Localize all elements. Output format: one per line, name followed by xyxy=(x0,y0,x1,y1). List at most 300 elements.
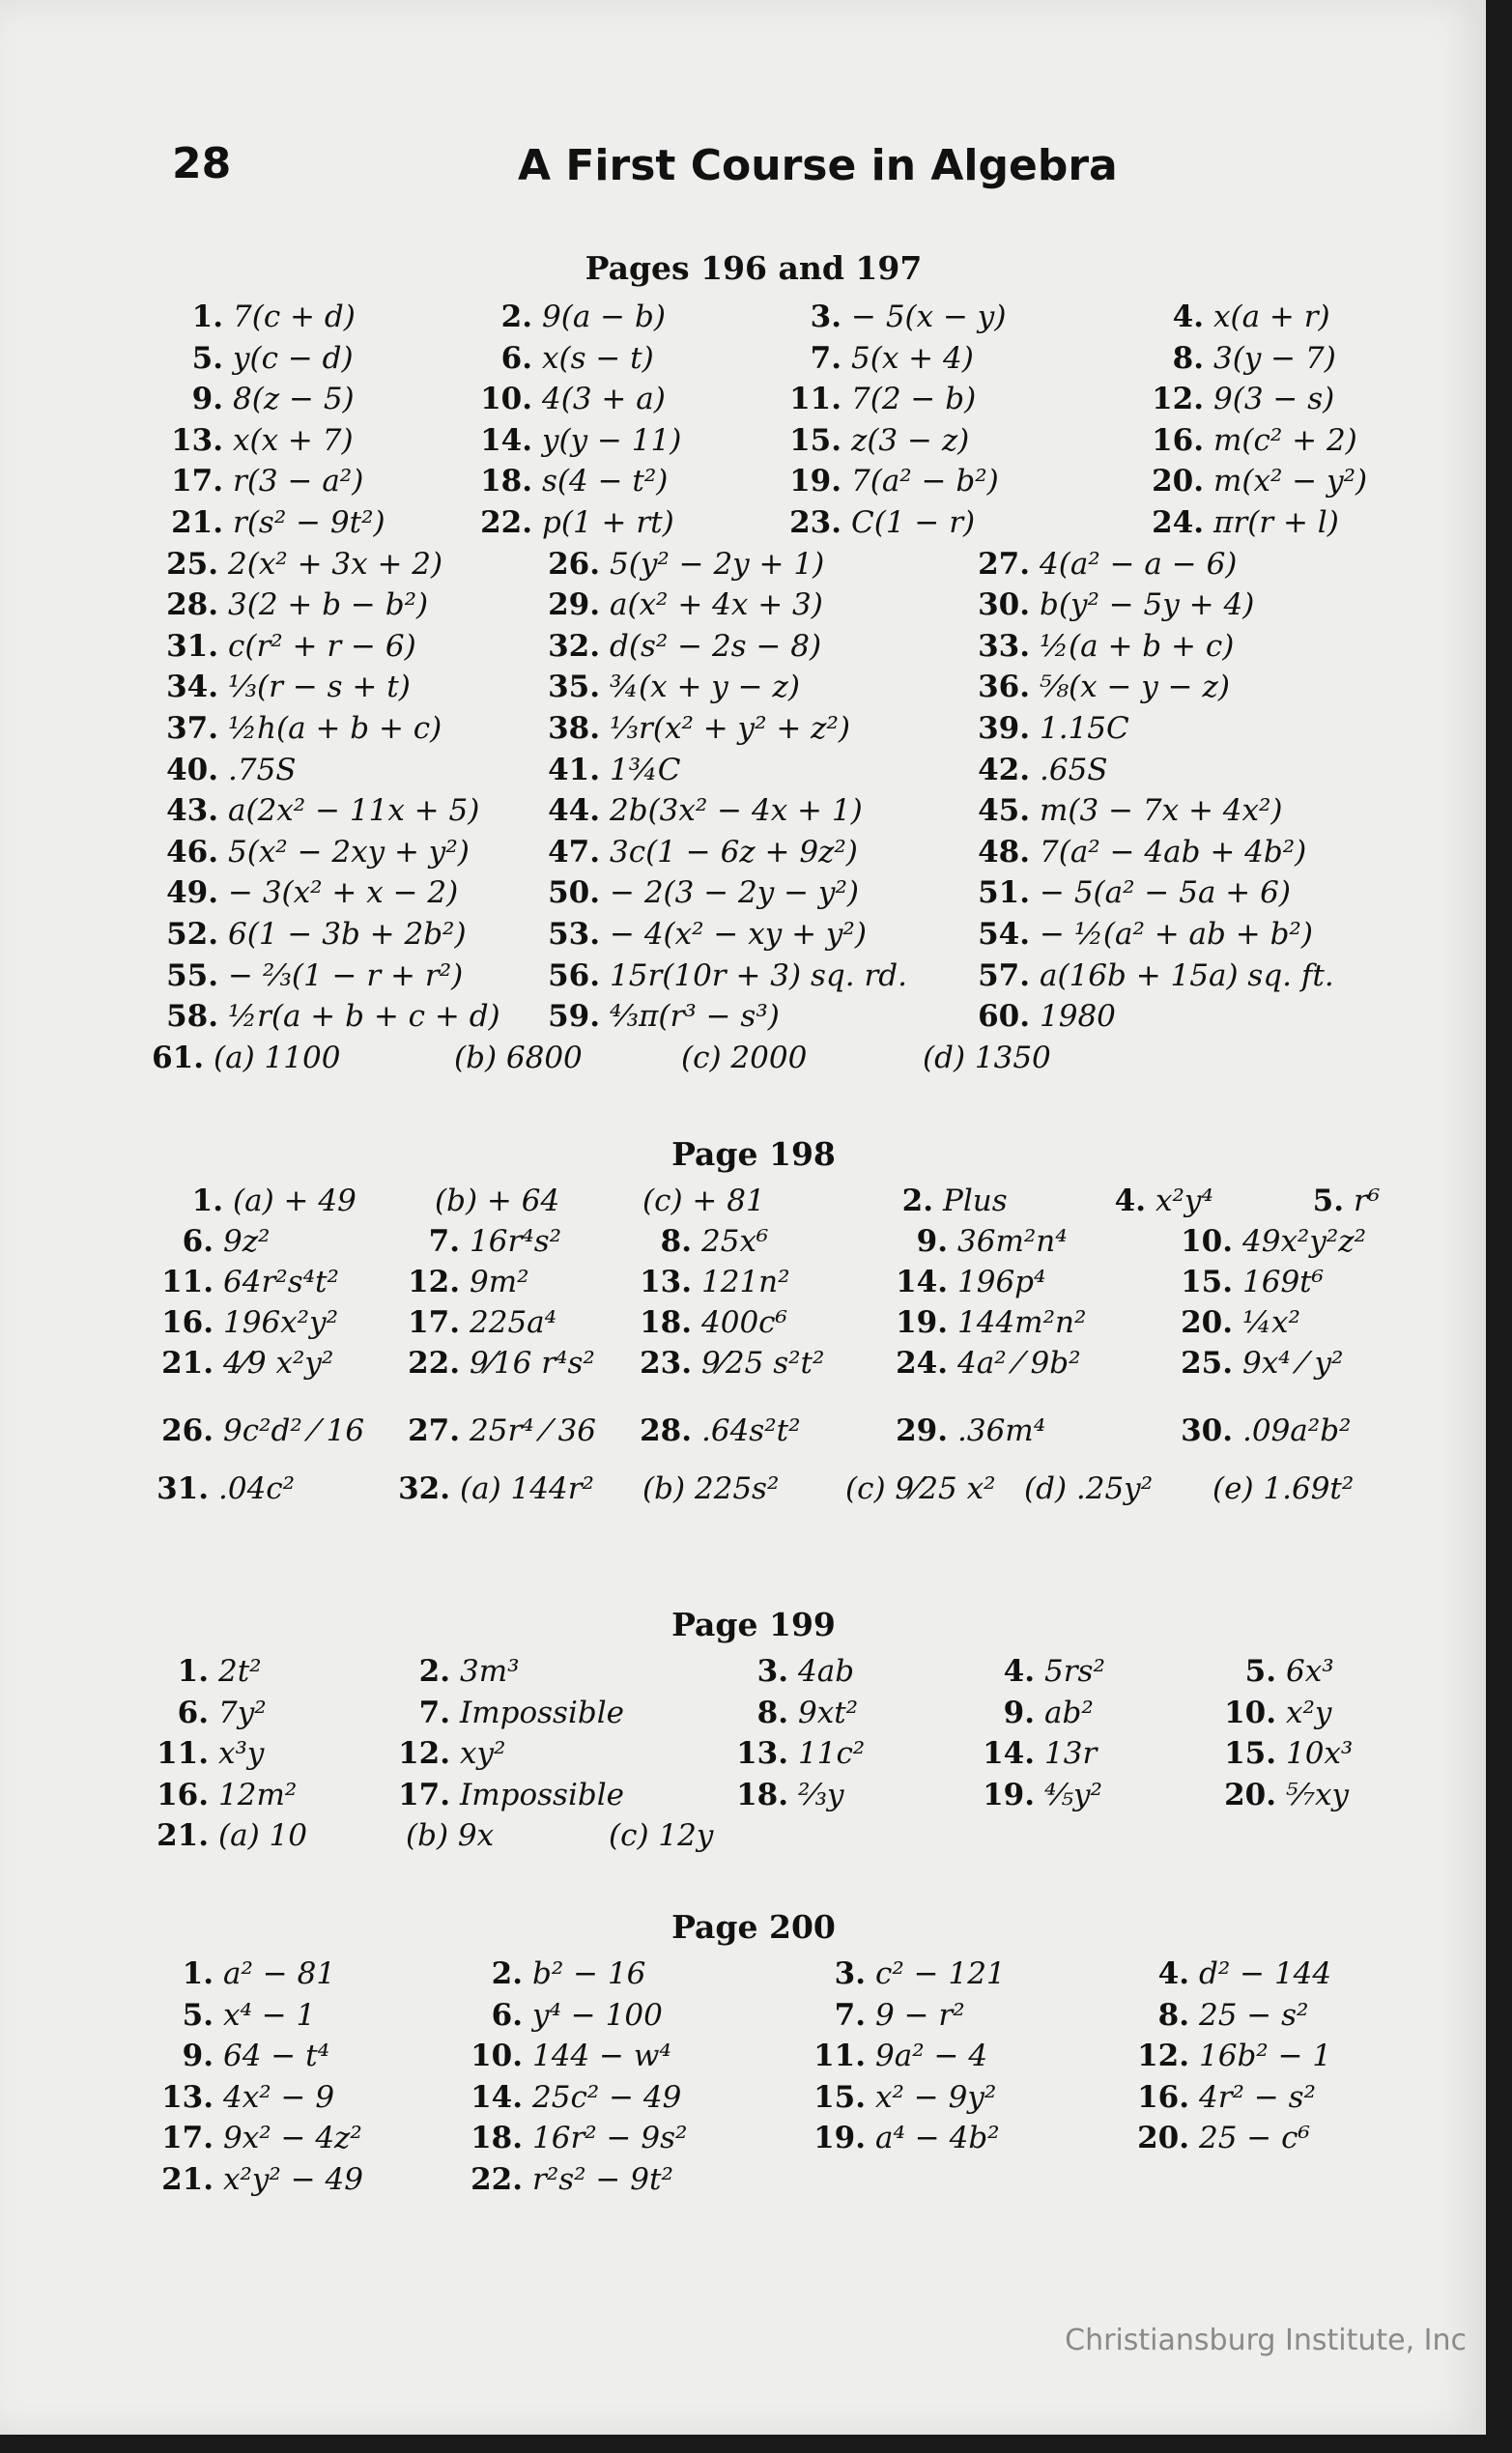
answer-item xyxy=(894,1265,1045,1299)
answer-value: 7(a² − 4ab + 4b²) xyxy=(1040,834,1307,870)
answer-item xyxy=(478,382,666,416)
answer-item xyxy=(1150,341,1336,376)
answer-value: 2(x² + 3x + 2) xyxy=(228,546,443,582)
answer-item xyxy=(164,670,411,704)
answer-item xyxy=(894,1224,1068,1259)
answer-value: (c) 9⁄25 x² xyxy=(845,1471,996,1506)
answer-value: r⁶ xyxy=(1354,1184,1381,1218)
answer-row xyxy=(0,670,1486,712)
answer-number: 11. xyxy=(157,1736,209,1772)
answer-item xyxy=(976,753,1108,787)
answer-value: 5rs² xyxy=(1044,1654,1105,1689)
answer-item xyxy=(976,629,1234,664)
answer-number: 3. xyxy=(834,1956,866,1991)
answer-number: 41. xyxy=(548,752,600,787)
answer-item xyxy=(981,1696,1094,1730)
answer-number: 53. xyxy=(548,917,600,952)
answer-item xyxy=(546,587,823,622)
answer-value: a(16b + 15a) sq. ft. xyxy=(1040,957,1334,993)
answer-value: 1¾C xyxy=(610,752,681,787)
answer-number: 22. xyxy=(480,505,532,540)
answer-value: (a) 1100 xyxy=(214,1040,341,1075)
answer-number: 2. xyxy=(901,1184,933,1218)
answer-item xyxy=(976,547,1237,582)
answer-item xyxy=(1222,1778,1349,1812)
answer-value: 4(3 + a) xyxy=(542,382,666,417)
answer-value: a(x² + 4x + 3) xyxy=(610,587,823,623)
answer-value: 9x⁴ ⁄ y² xyxy=(1242,1346,1344,1381)
answer-item xyxy=(1290,1184,1380,1218)
answer-row xyxy=(0,875,1486,918)
answer-number: 35. xyxy=(548,670,600,705)
answer-item xyxy=(1179,1305,1300,1340)
answer-number: 16. xyxy=(1152,422,1204,458)
answer-item xyxy=(396,1778,624,1812)
answer-number: 59. xyxy=(548,999,600,1035)
answer-item xyxy=(546,835,858,870)
answer-number: 23. xyxy=(640,1346,692,1381)
answer-row xyxy=(0,629,1486,671)
answer-item xyxy=(787,382,976,416)
answer-number: 5. xyxy=(191,340,223,376)
answer-item xyxy=(169,464,363,499)
answer-item xyxy=(406,1224,561,1259)
answer-item xyxy=(546,793,863,828)
answer-value: .75S xyxy=(228,752,297,787)
answer-item xyxy=(1024,1471,1153,1506)
answer-row xyxy=(0,587,1486,630)
answer-number: 18. xyxy=(736,1777,788,1812)
answer-number: 7. xyxy=(834,1997,866,2033)
answer-value: 7(2 − b) xyxy=(851,382,977,417)
answer-value: ½(a + b + c) xyxy=(1040,628,1235,664)
answer-value: x²y² − 49 xyxy=(223,2162,363,2197)
answer-value: x⁴ − 1 xyxy=(223,1997,316,2033)
answer-number: 21. xyxy=(171,505,223,540)
answer-number: 15. xyxy=(1224,1736,1276,1772)
answer-number: 14. xyxy=(480,422,532,458)
answer-value: 3(y − 7) xyxy=(1213,340,1336,376)
answer-number: 5. xyxy=(1312,1184,1344,1218)
answer-number: 6. xyxy=(491,1997,523,2033)
answer-value: (a) + 49 xyxy=(233,1184,357,1218)
answer-value: y(c − d) xyxy=(233,340,354,376)
answer-value: x(x + 7) xyxy=(233,422,354,458)
answer-value: 196p⁴ xyxy=(957,1265,1046,1299)
answer-number: 12. xyxy=(408,1265,460,1299)
answer-number: 11. xyxy=(789,382,842,417)
answer-item xyxy=(976,875,1291,910)
answer-number: 8. xyxy=(756,1695,788,1730)
answer-value: x²y xyxy=(1286,1695,1332,1730)
answer-number: 9. xyxy=(1003,1695,1035,1730)
answer-value: x(s − t) xyxy=(542,340,654,376)
answer-number: 10. xyxy=(1224,1695,1276,1730)
answer-number: 14. xyxy=(896,1265,948,1299)
answer-item xyxy=(155,1736,264,1771)
answer-number: 1. xyxy=(182,1956,214,1991)
answer-value: 9z² xyxy=(223,1224,271,1259)
answer-item xyxy=(169,423,354,458)
answer-item xyxy=(1135,2121,1310,2155)
answer-number: 20. xyxy=(1224,1777,1276,1812)
answer-number: 3. xyxy=(810,299,842,334)
answer-value: m(3 − 7x + 4x²) xyxy=(1040,793,1283,829)
answer-value: d² − 144 xyxy=(1199,1956,1332,1991)
section-heading: Page 200 xyxy=(671,1908,836,1946)
answer-number: 61. xyxy=(152,1040,204,1075)
section-heading: Page 199 xyxy=(671,1606,836,1643)
answer-item xyxy=(734,1654,854,1689)
answer-item xyxy=(406,1413,596,1448)
answer-item xyxy=(894,1413,1045,1448)
answer-value: ⅓r(x² + y² + z²) xyxy=(610,711,851,746)
answer-value: 9x² − 4z² xyxy=(223,2121,362,2156)
answer-value: 4a² ⁄ 9b² xyxy=(957,1346,1081,1381)
answer-number: 12. xyxy=(398,1736,450,1772)
answer-item xyxy=(787,464,999,499)
answer-value: ⅓(r − s + t) xyxy=(228,670,411,705)
answer-number: 22. xyxy=(471,2162,523,2197)
answer-item xyxy=(164,793,479,828)
answer-value: 6(1 − 3b + 2b²) xyxy=(228,917,467,952)
answer-item xyxy=(1135,1956,1331,1991)
answer-item xyxy=(894,1305,1086,1340)
answer-item xyxy=(638,1305,787,1340)
answer-item xyxy=(787,505,975,540)
answer-value: 36m²n⁴ xyxy=(957,1224,1068,1259)
answer-item xyxy=(164,875,458,910)
answer-value: 5(x² − 2xy + y²) xyxy=(228,834,470,870)
answer-item xyxy=(638,1413,801,1448)
answer-item xyxy=(159,2121,362,2155)
answer-value: − 4(x² − xy + y²) xyxy=(610,917,867,952)
answer-item xyxy=(396,1471,594,1506)
answer-item xyxy=(1222,1696,1331,1730)
answer-item xyxy=(976,999,1116,1034)
answer-value: (b) 9x xyxy=(406,1818,495,1854)
answer-value: 9xt² xyxy=(798,1695,859,1730)
answer-value: Impossible xyxy=(460,1777,624,1812)
answer-item xyxy=(164,917,467,952)
answer-value: r(3 − a²) xyxy=(233,464,364,499)
answer-row xyxy=(0,1696,1486,1738)
answer-value: C(1 − r) xyxy=(851,505,976,540)
answer-item xyxy=(976,917,1313,952)
answer-number: 48. xyxy=(978,834,1030,870)
answer-row xyxy=(0,2162,1486,2205)
answer-value: 144m²n² xyxy=(957,1305,1087,1340)
answer-row xyxy=(0,1998,1486,2040)
answer-value: 1.15C xyxy=(1040,711,1129,746)
answer-value: 4⁄9 x²y² xyxy=(223,1346,334,1381)
answer-value: − 3(x² + x − 2) xyxy=(228,875,459,911)
answer-item xyxy=(1135,2080,1316,2115)
answer-number: 7. xyxy=(418,1695,450,1730)
answer-number: 8. xyxy=(660,1224,692,1259)
answer-value: 144 − w⁴ xyxy=(532,2039,671,2074)
answer-number: 17. xyxy=(161,2121,214,2156)
answer-item xyxy=(546,753,681,787)
answer-item xyxy=(976,587,1254,622)
answer-value: 11c² xyxy=(798,1736,866,1772)
answer-number: 1. xyxy=(191,299,223,334)
answer-value: 4(a² − a − 6) xyxy=(1040,546,1238,582)
answer-item xyxy=(642,1184,765,1218)
answer-item xyxy=(976,793,1283,828)
answer-value: x³y xyxy=(218,1736,265,1772)
answer-item xyxy=(845,1471,996,1506)
answer-item xyxy=(734,1696,858,1730)
answer-row xyxy=(0,547,1486,589)
answer-number: 6. xyxy=(177,1695,209,1730)
answer-value: 3m³ xyxy=(460,1654,520,1689)
answer-number: 36. xyxy=(978,670,1030,705)
answer-value: (d) 1350 xyxy=(923,1040,1051,1075)
answer-number: 7. xyxy=(428,1224,460,1259)
answer-value: b(y² − 5y + 4) xyxy=(1040,587,1255,623)
answer-item xyxy=(164,835,470,870)
answer-row xyxy=(0,505,1486,548)
answer-value: 64 − t⁴ xyxy=(223,2039,330,2074)
answer-value: 12m² xyxy=(218,1777,298,1812)
answer-value: xy² xyxy=(460,1736,506,1772)
answer-number: 18. xyxy=(480,464,532,499)
answer-item xyxy=(164,958,463,993)
answer-value: 25x⁶ xyxy=(701,1224,769,1259)
answer-item xyxy=(1135,2039,1331,2073)
answer-item xyxy=(1150,299,1330,334)
answer-item xyxy=(406,1305,556,1340)
answer-value: 49x²y²z² xyxy=(1242,1224,1367,1259)
answer-number: 34. xyxy=(166,670,218,705)
answer-value: 8(z − 5) xyxy=(233,382,355,417)
answer-item xyxy=(159,1224,270,1259)
answer-number: 52. xyxy=(166,917,218,952)
answer-row xyxy=(0,2039,1486,2081)
answer-value: − 5(x − y) xyxy=(851,299,1007,334)
answer-number: 23. xyxy=(789,505,842,540)
answer-item xyxy=(976,958,1334,993)
answer-number: 20. xyxy=(1137,2121,1189,2156)
answer-item xyxy=(159,1998,315,2033)
answer-value: a(2x² − 11x + 5) xyxy=(228,793,480,829)
answer-item xyxy=(546,670,800,704)
answer-value: c(r² + r − 6) xyxy=(228,628,416,664)
answer-value: x(a + r) xyxy=(1213,299,1330,334)
answer-value: ½h(a + b + c) xyxy=(228,711,442,746)
answer-number: 31. xyxy=(166,628,218,664)
answer-value: 225a⁴ xyxy=(470,1305,557,1340)
answer-value: − 5(a² − 5a + 6) xyxy=(1040,875,1291,911)
answer-value: x²y⁴ xyxy=(1155,1184,1213,1218)
answer-item xyxy=(150,1041,340,1075)
answer-item xyxy=(546,629,821,664)
answer-number: 20. xyxy=(1152,464,1204,499)
answer-number: 3. xyxy=(756,1654,788,1689)
answer-item xyxy=(923,1041,1051,1075)
answer-item xyxy=(734,1736,865,1771)
answer-number: 6. xyxy=(182,1224,214,1259)
answer-item xyxy=(1179,1413,1351,1448)
answer-number: 18. xyxy=(640,1305,692,1340)
answer-number: 9. xyxy=(916,1224,948,1259)
answer-row xyxy=(0,423,1486,466)
answer-number: 10. xyxy=(1181,1224,1233,1259)
answer-number: 47. xyxy=(548,834,600,870)
answer-value: 4r² − s² xyxy=(1199,2079,1316,2115)
answer-item xyxy=(478,505,674,540)
answer-number: 9. xyxy=(182,2039,214,2074)
answer-row xyxy=(0,1736,1486,1779)
answer-value: (c) 2000 xyxy=(681,1040,808,1075)
answer-value: y⁴ − 100 xyxy=(532,1997,663,2033)
answer-number: 14. xyxy=(471,2079,523,2115)
section-heading: Pages 196 and 197 xyxy=(585,249,923,287)
answer-row xyxy=(0,464,1486,506)
answer-item xyxy=(546,875,859,910)
answer-number: 46. xyxy=(166,834,218,870)
answer-value: ⁴⁄₃π(r³ − s³) xyxy=(610,999,780,1035)
answer-value: b² − 16 xyxy=(532,1956,646,1991)
answer-number: 40. xyxy=(166,752,218,787)
answer-item xyxy=(1179,1224,1366,1259)
section-heading: Page 198 xyxy=(671,1135,836,1173)
answer-number: 8. xyxy=(1157,1997,1189,2033)
answer-value: .64s²t² xyxy=(701,1413,801,1448)
answer-number: 17. xyxy=(398,1777,450,1812)
answer-number: 16. xyxy=(157,1777,209,1812)
answer-item xyxy=(1135,1998,1308,2033)
answer-row xyxy=(0,1184,1486,1226)
answer-item xyxy=(164,547,442,582)
answer-value: s(4 − t²) xyxy=(542,464,669,499)
answer-item xyxy=(546,547,824,582)
answer-number: 18. xyxy=(471,2121,523,2156)
answer-item xyxy=(164,711,442,746)
answer-number: 15. xyxy=(813,2079,866,2115)
answer-item xyxy=(159,2162,363,2197)
answer-item xyxy=(164,629,416,664)
answer-number: 32. xyxy=(398,1471,450,1506)
answer-item xyxy=(976,670,1230,704)
answer-item xyxy=(155,1778,297,1812)
answer-value: r(s² − 9t²) xyxy=(233,505,385,540)
answer-value: 9c²d² ⁄ 16 xyxy=(223,1413,365,1448)
answer-number: 17. xyxy=(408,1305,460,1340)
answer-number: 19. xyxy=(813,2121,866,2156)
answer-item xyxy=(469,2162,673,2197)
answer-number: 50. xyxy=(548,875,600,911)
answer-value: ⅘y² xyxy=(1044,1777,1102,1812)
answer-item xyxy=(169,382,355,416)
answer-row xyxy=(0,999,1486,1041)
answer-number: 49. xyxy=(166,875,218,911)
answer-item xyxy=(1150,423,1357,458)
answer-number: 58. xyxy=(166,999,218,1035)
answer-item xyxy=(159,1265,339,1299)
answer-value: ab² xyxy=(1044,1695,1094,1730)
answer-value: z(3 − z) xyxy=(851,422,970,458)
answer-row xyxy=(0,1041,1486,1083)
answer-value: (c) + 81 xyxy=(642,1184,765,1218)
answer-value: (e) 1.69t² xyxy=(1212,1471,1355,1506)
answer-item xyxy=(681,1041,807,1075)
answer-item xyxy=(396,1736,505,1771)
answer-item xyxy=(155,1818,307,1853)
answer-number: 31. xyxy=(157,1471,209,1506)
answer-item xyxy=(469,2039,671,2073)
answer-value: 7(a² − b²) xyxy=(851,464,999,499)
answer-number: 25. xyxy=(1181,1346,1233,1381)
answer-item xyxy=(609,1818,713,1853)
answer-number: 15. xyxy=(1181,1265,1233,1299)
answer-number: 14. xyxy=(983,1736,1035,1772)
answer-number: 2. xyxy=(418,1654,450,1689)
answer-number: 22. xyxy=(408,1346,460,1381)
answer-value: x² − 9y² xyxy=(875,2079,997,2115)
answer-item xyxy=(435,1184,559,1218)
answer-number: 5. xyxy=(182,1997,214,2033)
answer-number: 30. xyxy=(1181,1413,1233,1448)
answer-value: 9⁄25 s²t² xyxy=(701,1346,825,1381)
answer-item xyxy=(1092,1184,1213,1218)
answer-value: 196x²y² xyxy=(223,1305,339,1340)
answer-item xyxy=(396,1696,624,1730)
answer-item xyxy=(406,1818,494,1853)
answer-value: Impossible xyxy=(460,1695,624,1730)
answer-value: 25 − c⁶ xyxy=(1199,2121,1310,2156)
answer-item xyxy=(1179,1346,1343,1381)
answer-value: .09a²b² xyxy=(1242,1413,1352,1448)
answer-number: 37. xyxy=(166,711,218,746)
answer-number: 1. xyxy=(177,1654,209,1689)
answer-item xyxy=(638,1346,824,1381)
answer-item xyxy=(546,999,780,1034)
answer-value: (a) 10 xyxy=(218,1818,307,1854)
answer-item xyxy=(638,1265,790,1299)
answer-number: 4. xyxy=(1172,299,1204,334)
answer-item xyxy=(169,505,385,540)
answer-value: r²s² − 9t² xyxy=(532,2162,673,2197)
answer-item xyxy=(159,1413,364,1448)
answer-value: c² − 121 xyxy=(875,1956,1006,1991)
answer-number: 13. xyxy=(161,2079,214,2115)
answer-number: 27. xyxy=(978,546,1030,582)
answer-item xyxy=(164,753,297,787)
answer-item xyxy=(812,1956,1006,1991)
answer-value: 64r²s⁴t² xyxy=(223,1265,339,1299)
answer-item xyxy=(546,958,907,993)
answer-value: m(x² − y²) xyxy=(1213,464,1368,499)
answer-item xyxy=(478,299,666,334)
answer-number: 16. xyxy=(161,1305,214,1340)
answer-row xyxy=(0,1818,1486,1861)
answer-item xyxy=(454,1041,583,1075)
answer-number: 9. xyxy=(191,382,223,417)
answer-number: 28. xyxy=(640,1413,692,1448)
answer-number: 24. xyxy=(1152,505,1204,540)
answer-item xyxy=(478,464,668,499)
answer-item xyxy=(1222,1736,1353,1771)
answer-item xyxy=(976,711,1129,746)
answer-value: πr(r + l) xyxy=(1213,505,1339,540)
answer-item xyxy=(478,423,681,458)
answer-item xyxy=(981,1654,1105,1689)
answer-row xyxy=(0,958,1486,1001)
answer-value: 400c⁶ xyxy=(701,1305,787,1340)
page-title: A First Course in Algebra xyxy=(518,141,1118,190)
